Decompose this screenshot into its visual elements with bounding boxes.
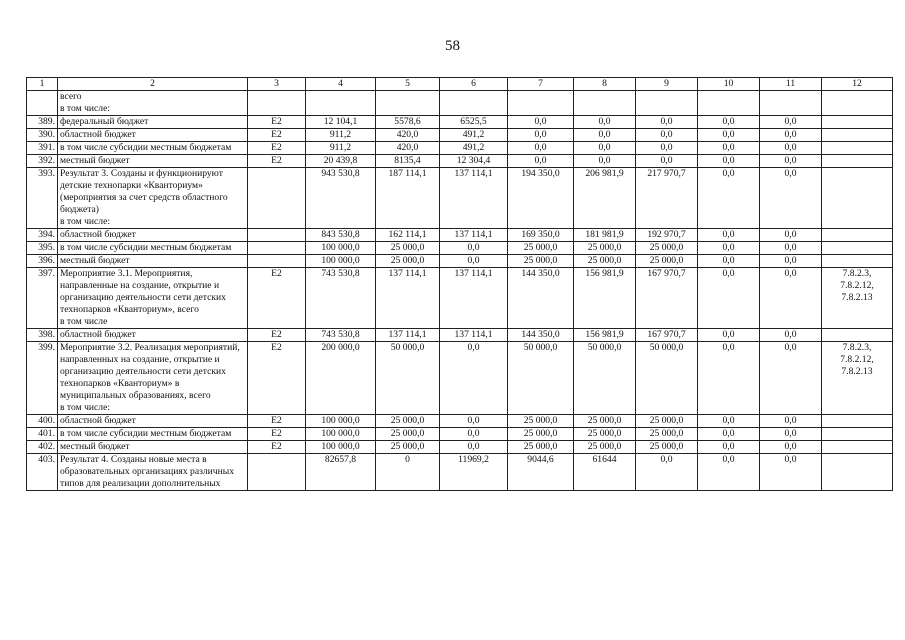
table-row: [27, 242, 893, 255]
table-cell: 843 530,8: [306, 229, 376, 242]
table-cell: в том числе субсидии местным бюджетам: [58, 142, 248, 155]
table-cell: 0,0: [636, 142, 698, 155]
table-cell: 137 114,1: [376, 329, 440, 342]
table-cell: 144 350,0: [508, 268, 574, 329]
table-cell: Мероприятие 3.2. Реализация мероприятий, направленных на создание, открытие и организацию деятельности сети детских технопарков «Кванториум» в муниципальных образованиях, всего в том числе:: [58, 342, 248, 415]
table-cell: [822, 441, 893, 454]
table-cell: в том числе субсидии местным бюджетам: [58, 428, 248, 441]
table-cell: 0,0: [508, 116, 574, 129]
table-cell: 0,0: [698, 242, 760, 255]
table-cell: 25 000,0: [636, 415, 698, 428]
table-cell: 0,0: [440, 342, 508, 415]
table-cell: 100 000,0: [306, 242, 376, 255]
page-number: 58: [445, 38, 460, 54]
table-cell: Е2: [248, 415, 306, 428]
table-cell: 0,0: [760, 268, 822, 329]
table-row: [27, 155, 893, 168]
table-row: [27, 142, 893, 155]
table-cell: [698, 91, 760, 116]
table-cell: [636, 91, 698, 116]
table-cell: 0,0: [440, 415, 508, 428]
table-cell: 0,0: [698, 255, 760, 268]
table-cell: 25 000,0: [574, 242, 636, 255]
column-header: 1: [27, 78, 58, 91]
table-cell: 137 114,1: [440, 229, 508, 242]
table-cell: 911,2: [306, 142, 376, 155]
table-cell: 0,0: [636, 454, 698, 491]
table-cell: 396.: [27, 255, 58, 268]
table-cell: Е2: [248, 155, 306, 168]
table-cell: 0,0: [698, 415, 760, 428]
table-cell: [248, 168, 306, 229]
table-cell: 0,0: [760, 428, 822, 441]
table-cell: 25 000,0: [574, 428, 636, 441]
table-cell: 0,0: [698, 229, 760, 242]
table-cell: 0,0: [698, 329, 760, 342]
column-header: 12: [822, 78, 893, 91]
table-cell: 395.: [27, 242, 58, 255]
table-cell: Е2: [248, 116, 306, 129]
table-cell: 137 114,1: [440, 168, 508, 229]
table-cell: 0,0: [760, 129, 822, 142]
table-cell: 0,0: [698, 428, 760, 441]
table-cell: [822, 242, 893, 255]
column-header: 10: [698, 78, 760, 91]
table-cell: 11969,2: [440, 454, 508, 491]
table-cell: [306, 91, 376, 116]
table-cell: 169 350,0: [508, 229, 574, 242]
table-cell: 0,0: [698, 155, 760, 168]
table-cell: 394.: [27, 229, 58, 242]
table-cell: 0,0: [440, 441, 508, 454]
table-cell: [508, 91, 574, 116]
table-cell: 25 000,0: [376, 415, 440, 428]
table-cell: 25 000,0: [376, 428, 440, 441]
table-cell: Е2: [248, 268, 306, 329]
table-cell: 100 000,0: [306, 441, 376, 454]
table-cell: [822, 91, 893, 116]
table-cell: 167 970,7: [636, 268, 698, 329]
table-cell: 0,0: [574, 129, 636, 142]
table-cell: Результат 3. Созданы и функционируют детские технопарки «Кванториум» (мероприятия за счет средств областного бюджета) в том числе:: [58, 168, 248, 229]
table-cell: 144 350,0: [508, 329, 574, 342]
table-cell: [822, 116, 893, 129]
table-cell: областной бюджет: [58, 415, 248, 428]
table-cell: [822, 329, 893, 342]
table-cell: 0,0: [760, 142, 822, 155]
table-cell: 25 000,0: [636, 242, 698, 255]
table-cell: [822, 255, 893, 268]
table-cell: местный бюджет: [58, 255, 248, 268]
table-cell: 0,0: [574, 142, 636, 155]
table-cell: 391.: [27, 142, 58, 155]
table-row: [27, 454, 893, 491]
table-cell: 420,0: [376, 129, 440, 142]
table-cell: 0,0: [698, 116, 760, 129]
table-cell: 0,0: [760, 255, 822, 268]
table-row: [27, 91, 893, 116]
table-cell: местный бюджет: [58, 441, 248, 454]
table-cell: 25 000,0: [508, 242, 574, 255]
table-cell: 162 114,1: [376, 229, 440, 242]
table-cell: 25 000,0: [508, 415, 574, 428]
table-cell: 0,0: [760, 329, 822, 342]
table-cell: [248, 242, 306, 255]
table-cell: 137 114,1: [376, 268, 440, 329]
table-cell: 0,0: [760, 229, 822, 242]
table-cell: 25 000,0: [376, 242, 440, 255]
table-cell: 0,0: [760, 342, 822, 415]
table-cell: 400.: [27, 415, 58, 428]
table-cell: 0,0: [760, 242, 822, 255]
table-cell: 12 104,1: [306, 116, 376, 129]
table-cell: 82657,8: [306, 454, 376, 491]
column-header: 7: [508, 78, 574, 91]
table-cell: 137 114,1: [440, 268, 508, 329]
table-cell: 0,0: [760, 116, 822, 129]
table-cell: 206 981,9: [574, 168, 636, 229]
table-cell: 50 000,0: [508, 342, 574, 415]
table-cell: [248, 229, 306, 242]
table-cell: 0,0: [508, 129, 574, 142]
table-cell: 491,2: [440, 142, 508, 155]
table-cell: 25 000,0: [574, 441, 636, 454]
table-cell: 0,0: [508, 155, 574, 168]
table-cell: 0,0: [698, 142, 760, 155]
table-cell: 0,0: [760, 454, 822, 491]
table-cell: 0,0: [440, 428, 508, 441]
table-cell: 0,0: [636, 155, 698, 168]
table-cell: Е2: [248, 342, 306, 415]
table-cell: 399.: [27, 342, 58, 415]
table-cell: [27, 91, 58, 116]
table-cell: 0,0: [760, 168, 822, 229]
table-cell: [822, 428, 893, 441]
column-header: 2: [58, 78, 248, 91]
table-cell: [822, 415, 893, 428]
table-cell: 6525,5: [440, 116, 508, 129]
table-cell: 25 000,0: [376, 255, 440, 268]
table-cell: 0,0: [440, 255, 508, 268]
table-cell: 743 530,8: [306, 329, 376, 342]
column-header: 11: [760, 78, 822, 91]
table-cell: 25 000,0: [508, 255, 574, 268]
table-cell: 392.: [27, 155, 58, 168]
table-cell: Е2: [248, 129, 306, 142]
table-row: [27, 329, 893, 342]
table-cell: 9044,6: [508, 454, 574, 491]
budget-table: [26, 77, 893, 491]
table-cell: 0,0: [760, 155, 822, 168]
table-cell: 217 970,7: [636, 168, 698, 229]
table-cell: [822, 168, 893, 229]
table-cell: 0,0: [760, 441, 822, 454]
table-cell: 25 000,0: [376, 441, 440, 454]
table-cell: [822, 129, 893, 142]
table-cell: 0,0: [574, 116, 636, 129]
table-row: [27, 129, 893, 142]
table-row: [27, 268, 893, 329]
table-cell: 187 114,1: [376, 168, 440, 229]
table-row: [27, 255, 893, 268]
table-cell: 0,0: [698, 454, 760, 491]
table-cell: 402.: [27, 441, 58, 454]
table-cell: Е2: [248, 441, 306, 454]
table-cell: 25 000,0: [508, 441, 574, 454]
table-cell: 8135,4: [376, 155, 440, 168]
table-cell: 0,0: [698, 129, 760, 142]
column-header: 9: [636, 78, 698, 91]
table-cell: 7.8.2.3, 7.8.2.12, 7.8.2.13: [822, 342, 893, 415]
table-cell: местный бюджет: [58, 155, 248, 168]
table-row: [27, 168, 893, 229]
table-cell: 100 000,0: [306, 428, 376, 441]
table-cell: Е2: [248, 329, 306, 342]
table-cell: [376, 91, 440, 116]
table-cell: 911,2: [306, 129, 376, 142]
table-cell: в том числе субсидии местным бюджетам: [58, 242, 248, 255]
table-cell: 0,0: [760, 415, 822, 428]
table-row: [27, 116, 893, 129]
table-cell: 100 000,0: [306, 255, 376, 268]
table-cell: 943 530,8: [306, 168, 376, 229]
table-cell: 20 439,8: [306, 155, 376, 168]
table-cell: 0,0: [698, 168, 760, 229]
table-cell: 167 970,7: [636, 329, 698, 342]
table-cell: 389.: [27, 116, 58, 129]
table-cell: 7.8.2.3, 7.8.2.12, 7.8.2.13: [822, 268, 893, 329]
table-cell: 403.: [27, 454, 58, 491]
table-cell: [248, 255, 306, 268]
table-cell: 100 000,0: [306, 415, 376, 428]
table-cell: 0,0: [698, 342, 760, 415]
table-row: [27, 441, 893, 454]
table-cell: 0,0: [440, 242, 508, 255]
table-cell: [822, 155, 893, 168]
table-cell: Результат 4. Созданы новые места в образовательных организациях различных типов для реализации дополнительных: [58, 454, 248, 491]
table-cell: 25 000,0: [636, 428, 698, 441]
table-cell: 25 000,0: [574, 255, 636, 268]
table-cell: [248, 454, 306, 491]
table-cell: Е2: [248, 428, 306, 441]
table-cell: 397.: [27, 268, 58, 329]
table-cell: 0,0: [698, 268, 760, 329]
column-header: 3: [248, 78, 306, 91]
table-cell: 420,0: [376, 142, 440, 155]
table-cell: 61644: [574, 454, 636, 491]
table-cell: 5578,6: [376, 116, 440, 129]
table-cell: областной бюджет: [58, 329, 248, 342]
table-cell: [440, 91, 508, 116]
table-cell: 393.: [27, 168, 58, 229]
table-cell: 137 114,1: [440, 329, 508, 342]
table-cell: [822, 142, 893, 155]
table-cell: Е2: [248, 142, 306, 155]
table-cell: 0: [376, 454, 440, 491]
table-cell: федеральный бюджет: [58, 116, 248, 129]
table-cell: 50 000,0: [574, 342, 636, 415]
table-cell: всего в том числе:: [58, 91, 248, 116]
table-row: [27, 342, 893, 415]
table-cell: 50 000,0: [376, 342, 440, 415]
table-cell: 0,0: [508, 142, 574, 155]
table-cell: 181 981,9: [574, 229, 636, 242]
table-cell: 25 000,0: [636, 441, 698, 454]
table-cell: 194 350,0: [508, 168, 574, 229]
table-cell: 200 000,0: [306, 342, 376, 415]
table-cell: 25 000,0: [636, 255, 698, 268]
table-row: [27, 415, 893, 428]
column-header: 6: [440, 78, 508, 91]
table-cell: 12 304,4: [440, 155, 508, 168]
table-cell: 0,0: [636, 129, 698, 142]
table-cell: 743 530,8: [306, 268, 376, 329]
column-header: 8: [574, 78, 636, 91]
table-cell: [822, 454, 893, 491]
column-header: 4: [306, 78, 376, 91]
table-cell: 0,0: [574, 155, 636, 168]
table-row: [27, 229, 893, 242]
table-cell: 25 000,0: [508, 428, 574, 441]
table-cell: 25 000,0: [574, 415, 636, 428]
table-cell: [248, 91, 306, 116]
table-cell: [760, 91, 822, 116]
table-cell: 390.: [27, 129, 58, 142]
table-cell: [822, 229, 893, 242]
column-number-row: [27, 78, 893, 91]
table-cell: 0,0: [698, 441, 760, 454]
table-cell: 156 981,9: [574, 268, 636, 329]
table-cell: областной бюджет: [58, 229, 248, 242]
table-cell: 401.: [27, 428, 58, 441]
table-cell: областной бюджет: [58, 129, 248, 142]
table-cell: 192 970,7: [636, 229, 698, 242]
table-cell: 156 981,9: [574, 329, 636, 342]
table-cell: Мероприятие 3.1. Мероприятия, направленные на создание, открытие и организацию деятельности сети детских технопарков «Кванториум», всего в том числе: [58, 268, 248, 329]
table-cell: [574, 91, 636, 116]
table-cell: 0,0: [636, 116, 698, 129]
table-cell: 491,2: [440, 129, 508, 142]
column-header: 5: [376, 78, 440, 91]
table-cell: 50 000,0: [636, 342, 698, 415]
table-cell: 398.: [27, 329, 58, 342]
table-row: [27, 428, 893, 441]
